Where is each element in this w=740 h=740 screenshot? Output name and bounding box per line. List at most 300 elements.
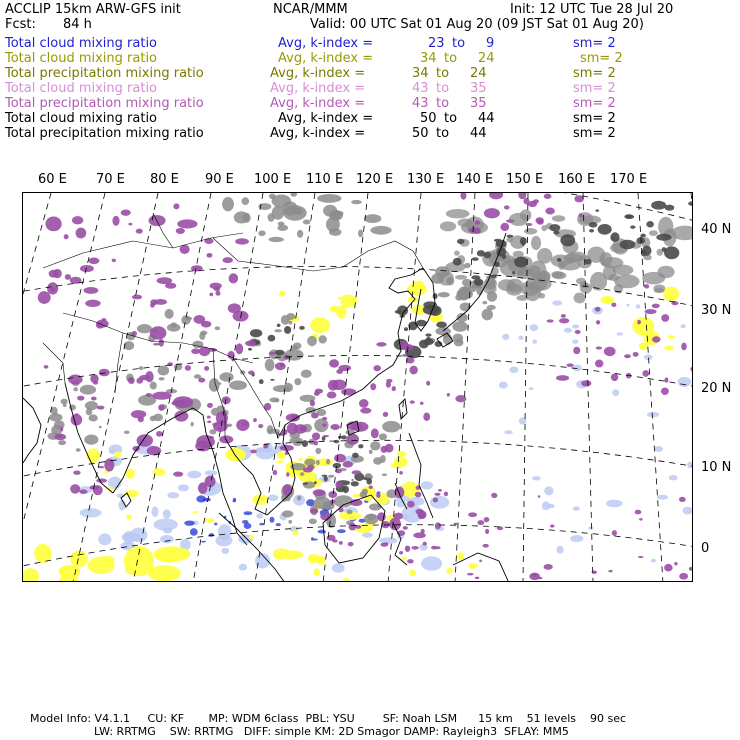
field-blob [379,537,397,544]
field-blob [469,563,476,569]
legend-row-field: Total cloud mixing ratio [5,81,158,96]
field-blob [276,523,281,526]
field-blob [207,416,211,419]
field-blob [561,314,566,318]
field-blob [544,564,553,570]
field-blob [438,271,454,286]
field-blob [49,270,59,278]
field-blob [318,530,326,534]
field-blob [60,427,63,431]
field-blob [310,317,330,333]
field-blob [646,221,654,227]
longitude-label: 110 E [306,172,344,187]
field-blob [88,258,99,265]
field-blob [550,524,554,527]
field-blob [525,223,532,226]
field-blob [269,237,284,242]
field-blob [407,559,414,563]
field-blob [318,335,326,343]
field-blob [371,428,379,438]
field-blob [60,568,69,576]
field-blob [614,284,623,294]
field-blob [663,286,679,301]
field-blob [349,523,357,531]
field-blob [603,265,616,280]
field-blob [300,426,305,432]
field-blob [124,341,135,350]
field-blob [370,441,380,450]
field-blob [343,461,354,468]
field-blob [381,446,388,453]
field-blob [410,400,415,403]
field-blob [279,290,286,296]
field-blob [298,457,303,461]
field-blob [204,518,214,522]
field-blob [431,546,437,550]
field-blob [112,259,116,262]
field-blob [420,402,424,405]
field-blob [150,326,167,339]
field-blob [290,193,297,197]
field-blob [529,573,540,580]
field-blob [80,508,102,517]
field-blob [572,339,578,343]
legend-row-sm: sm= 2 [573,66,616,81]
field-blob [556,546,563,554]
field-blob [308,554,321,563]
field-blob [532,476,541,480]
field-blob [447,393,450,397]
field-blob [386,381,391,388]
field-blob [209,378,220,392]
field-blob [317,194,341,203]
field-blob [240,370,245,374]
field-blob [335,481,342,488]
field-blob [86,448,100,463]
field-blob [45,216,61,231]
field-blob [658,217,673,237]
field-blob [421,481,433,490]
field-blob [332,539,338,542]
field-blob [314,481,317,484]
field-blob [215,535,232,547]
field-blob [85,401,98,410]
field-blob [635,510,642,515]
field-blob [520,209,531,221]
field-blob [536,271,551,283]
field-blob [438,489,442,492]
field-blob [329,228,342,235]
legend-row-to: to [436,96,450,111]
field-blob [579,213,583,217]
field-blob [631,581,635,582]
field-blob [642,272,665,285]
field-blob [532,339,537,343]
field-blob [426,337,431,341]
field-blob [653,284,665,292]
init-time: Init: 12 UTC Tue 28 Jul 20 [510,2,674,17]
field-blob [68,375,82,385]
field-blob [155,550,183,562]
field-blob [210,283,222,290]
field-blob [485,529,489,534]
field-blob [289,321,293,325]
legend-row-sm: sm= 2 [573,36,616,51]
field-blob [411,546,418,550]
field-blob [177,219,197,228]
field-blob [97,406,105,410]
field-blob [475,220,480,224]
legend-row-field: Total precipitation mixing ratio [5,66,204,81]
field-blob [236,343,244,354]
field-blob [277,225,288,231]
field-blob [446,568,453,574]
field-blob [421,556,442,570]
field-blob [258,424,263,428]
field-blob [538,293,545,299]
field-blob [399,471,403,475]
field-blob [136,229,143,234]
legend-row-field: Total precipitation mixing ratio [5,126,204,141]
field-blob [661,388,669,396]
field-blob [137,434,153,446]
field-blob [530,324,538,331]
legend-row-to: to [452,36,466,51]
field-blob [573,293,585,304]
field-blob [139,375,150,380]
field-blob [208,348,217,352]
field-blob [403,526,408,530]
field-blob [167,323,180,331]
field-blob [610,232,619,242]
field-blob [292,530,298,535]
field-blob [302,440,308,447]
field-blob [482,301,487,304]
latitude-label: 0 [701,541,710,556]
field-blob [221,548,229,554]
field-blob [409,366,417,375]
field-blob [692,305,693,309]
longitude-label: 170 E [610,172,648,187]
field-blob [337,529,346,533]
longitude-label: 80 E [150,172,179,187]
model-info-line2: LW: RRTMG SW: RRTMG DIFF: simple KM: 2D Smagor DAMP: Rayleigh3 SFLAY: MM5 [94,725,569,738]
field-blob [198,378,205,383]
field-blob [154,299,167,305]
field-blob [573,347,580,354]
field-blob [656,234,671,241]
field-blob [366,478,372,485]
field-blob [98,533,111,545]
field-blob [402,354,407,357]
field-blob [297,230,303,238]
field-blob [529,387,534,390]
legend-row-k2: 9 [486,36,495,51]
field-blob [588,526,593,530]
field-blob [333,463,342,468]
field-blob [327,391,337,398]
field-blob [606,500,623,507]
field-blob [229,381,247,390]
field-blob [558,260,565,270]
field-blob [382,421,400,433]
field-blob [275,362,286,370]
field-blob [300,472,305,476]
field-blob [322,475,328,477]
field-blob [330,424,340,430]
field-blob [184,520,195,525]
field-blob [521,284,538,296]
field-blob [651,559,656,563]
field-blob [236,419,249,431]
field-blob [552,215,565,222]
field-blob [541,225,547,231]
field-blob [664,377,668,382]
field-blob [369,485,373,488]
field-blob [453,334,464,343]
field-blob [281,550,303,559]
field-blob [204,238,213,244]
field-blob [435,522,441,529]
field-blob [159,377,165,380]
field-blob [401,557,407,561]
field-blob [645,309,657,314]
field-blob [58,440,66,445]
field-blob [559,318,569,323]
field-blob [329,359,339,367]
field-blob [270,517,275,523]
field-blob [47,282,58,294]
field-blob [681,343,687,351]
field-blob [551,271,564,278]
legend-row-avg: Avg, k-index = [278,51,374,66]
field-blob [343,578,350,582]
field-blob [487,305,496,310]
field-blob [312,432,320,440]
field-blob [657,495,668,500]
field-blob [407,501,415,508]
field-blob [137,324,152,333]
field-blob [567,363,574,367]
latitude-label: 10 N [701,460,732,475]
field-blob [310,508,318,513]
field-blob [484,208,500,218]
field-blob [214,523,217,526]
field-blob [446,209,470,218]
field-blob [502,334,509,340]
field-blob [384,542,389,544]
field-blob [73,470,80,474]
field-blob [399,551,403,554]
legend-row-k2: 44 [478,111,495,126]
field-blob [454,250,460,255]
field-blob [667,335,675,339]
field-blob [560,234,575,246]
field-blob [338,365,351,371]
legend-row-sm: sm= 2 [573,81,616,96]
field-blob [436,322,447,328]
field-blob [38,291,51,304]
field-blob [313,538,318,540]
field-blob [80,265,94,272]
field-blob [287,313,296,320]
field-blob [369,450,373,455]
field-blob [204,366,209,371]
field-blob [351,200,362,204]
field-blob [273,385,290,392]
field-blob [250,450,257,454]
field-blob [596,346,602,349]
field-blob [23,568,39,582]
field-blob [282,510,294,517]
field-blob [207,403,213,408]
field-blob [165,309,174,319]
field-blob [579,282,588,288]
field-blob [265,359,275,371]
field-blob [178,484,189,491]
field-blob [360,408,371,414]
field-blob [598,224,612,235]
field-blob [152,392,172,400]
field-blob [545,208,554,215]
field-blob [346,434,359,445]
field-blob [209,293,213,297]
field-blob [294,208,303,215]
field-blob [84,287,99,294]
legend-row-avg: Avg, k-index = [270,126,366,141]
field-blob [434,493,440,496]
legend-row-k1: 43 [412,96,429,111]
field-blob [176,228,185,234]
field-blob [128,223,132,226]
field-blob [433,498,438,503]
field-blob [157,277,173,284]
field-blob [626,304,630,307]
field-blob [430,496,449,509]
field-blob [351,481,359,486]
field-blob [55,434,67,440]
field-blob [153,343,160,346]
legend-row-k2: 44 [470,126,487,141]
field-blob [258,230,265,236]
field-blob [426,381,430,386]
field-blob [472,257,479,261]
field-blob [334,454,346,463]
field-blob [504,205,510,209]
field-blob [409,569,416,576]
fcst-label: Fcst: [5,17,36,32]
field-blob [690,366,693,372]
legend-row-k1: 34 [412,66,429,81]
field-blob [128,377,135,384]
field-blob [259,379,264,384]
field-blob [453,258,462,266]
field-blob [379,433,387,440]
field-blob [589,222,598,228]
field-blob [229,273,239,283]
field-blob [299,326,305,330]
legend-row-k1: 23 [428,36,445,51]
field-blob [652,304,660,309]
field-blob [654,446,663,452]
field-blob [96,479,107,483]
field-blob [494,239,502,242]
field-blob [272,206,284,220]
field-blob [535,217,543,223]
field-blob [632,317,654,336]
field-blob [323,205,337,217]
field-blob [328,380,338,391]
field-blob [630,225,635,228]
field-blob [491,493,497,498]
field-blob [248,371,254,375]
fcst-value: 84 h [63,17,92,32]
field-blob [506,237,513,242]
field-blob [504,430,513,434]
field-blob [612,530,617,536]
legend-row-to: to [436,81,450,96]
legend-row-sm: sm= 2 [573,111,616,126]
field-blob [637,320,641,324]
field-blob [313,489,325,496]
field-blob [599,252,612,266]
field-blob [677,377,691,387]
field-blob [233,499,236,502]
field-blob [159,339,164,347]
field-blob [604,347,616,357]
field-blob [202,498,211,502]
field-blob [552,300,562,305]
legend-row-k1: 50 [420,111,437,126]
legend-row-sm: sm= 2 [573,96,616,111]
field-blob [376,342,386,346]
field-blob [301,370,312,378]
field-blob [126,468,135,478]
field-blob [358,444,363,448]
field-blob [245,340,256,346]
field-blob [243,511,252,515]
field-blob [288,520,292,524]
field-blob [484,278,497,290]
field-blob [249,535,253,539]
field-blob [423,413,430,421]
field-blob [334,440,340,443]
field-blob [620,240,636,250]
field-blob [268,494,279,501]
longitude-label: 120 E [356,172,394,187]
field-blob [73,387,78,391]
field-blob [311,412,319,418]
field-blob [99,369,110,377]
field-blob [489,193,503,199]
field-blob [394,457,408,468]
legend-row-to: to [444,111,458,126]
field-blob [65,274,71,280]
field-blob [601,296,615,304]
field-blob [152,506,159,517]
field-blob [284,326,291,334]
field-blob [364,214,381,223]
legend-row-k2: 35 [470,96,487,111]
field-blob [242,520,249,524]
field-blob [547,319,554,322]
field-blob [139,366,143,370]
field-blob [150,382,157,390]
field-blob [187,471,201,479]
field-blob [570,535,583,542]
field-blob [150,303,155,308]
field-blob [642,370,649,377]
